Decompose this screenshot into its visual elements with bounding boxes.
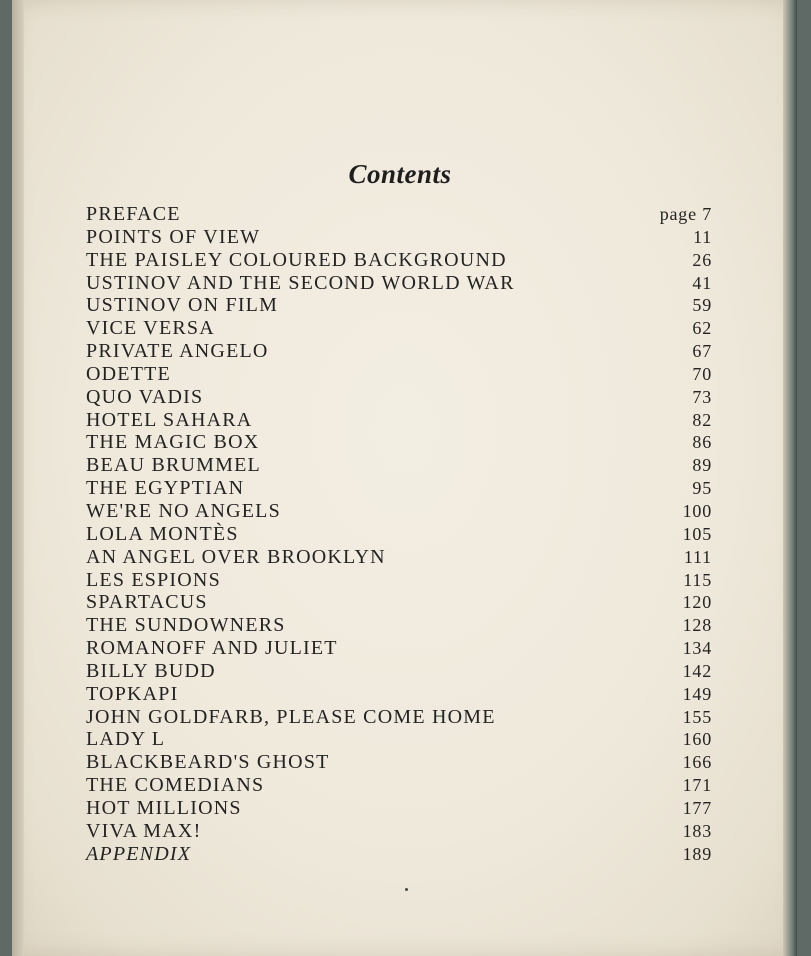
- entry-title: THE COMEDIANS: [86, 774, 265, 797]
- contents-entry: [86, 294, 712, 317]
- contents-entry: [86, 660, 712, 683]
- entry-title: POINTS OF VIEW: [86, 225, 261, 248]
- entry-page-number: 89: [692, 455, 712, 476]
- entry-page-number: 160: [682, 729, 712, 750]
- contents-entry: [86, 728, 712, 751]
- contents-entry: [86, 546, 712, 569]
- entry-page-number: 128: [682, 615, 712, 636]
- entry-page-number: 86: [692, 432, 712, 453]
- entry-title: THE PAISLEY COLOURED BACKGROUND: [86, 248, 507, 271]
- page-gutter-edge: [12, 0, 24, 956]
- entry-page-number: 11: [693, 226, 712, 247]
- entry-page-number: 120: [682, 592, 712, 613]
- contents-entry: [86, 591, 712, 614]
- contents-entry: [86, 409, 712, 432]
- entry-page-number: page 7: [659, 204, 712, 224]
- entry-page-number: 82: [692, 409, 712, 430]
- contents-entry: [86, 843, 712, 866]
- contents-list: [86, 203, 712, 865]
- entry-title: JOHN GOLDFARB, PLEASE COME HOME: [86, 705, 496, 728]
- entry-page-number: 100: [682, 500, 712, 521]
- entry-page-number: 115: [683, 569, 712, 590]
- entry-title: APPENDIX: [86, 842, 192, 865]
- page-title: Contents: [348, 159, 452, 190]
- contents-entry: [86, 751, 712, 774]
- entry-title: THE SUNDOWNERS: [86, 614, 286, 637]
- contents-entry: [86, 614, 712, 637]
- entry-page-number: 177: [682, 797, 712, 818]
- contents-entry: [86, 386, 712, 409]
- entry-title: LES ESPIONS: [86, 568, 221, 591]
- contents-entry: [86, 317, 712, 340]
- contents-entry: [86, 500, 712, 523]
- ink-speck: [405, 888, 408, 891]
- entry-page-number: 134: [682, 638, 712, 659]
- entry-title: VIVA MAX!: [86, 819, 202, 842]
- entry-title: HOT MILLIONS: [86, 796, 242, 819]
- entry-page-number: 183: [682, 820, 712, 841]
- entry-page-number: 59: [692, 295, 712, 316]
- entry-page-number: 189: [682, 843, 712, 864]
- contents-entry: [86, 637, 712, 660]
- entry-title: BLACKBEARD'S GHOST: [86, 751, 330, 774]
- entry-title: LADY L: [86, 728, 166, 751]
- entry-title: BEAU BRUMMEL: [86, 454, 261, 477]
- entry-title: PREFACE: [86, 203, 181, 225]
- entry-page-number: 26: [692, 249, 712, 270]
- entry-title: BILLY BUDD: [86, 659, 216, 682]
- entry-title: WE'RE NO ANGELS: [86, 499, 281, 522]
- contents-entry: [86, 706, 712, 729]
- contents-entry: [86, 203, 712, 226]
- entry-title: HOTEL SAHARA: [86, 408, 253, 431]
- entry-page-number: 67: [692, 341, 712, 362]
- entry-title: LOLA MONTÈS: [86, 522, 239, 545]
- entry-page-number: 155: [682, 706, 712, 727]
- contents-entry: [86, 797, 712, 820]
- contents-entry: [86, 454, 712, 477]
- entry-title: VICE VERSA: [86, 317, 215, 340]
- entry-page-number: 111: [683, 546, 712, 567]
- entry-title: QUO VADIS: [86, 385, 204, 408]
- entry-title: SPARTACUS: [86, 591, 208, 614]
- entry-page-number: 171: [682, 775, 712, 796]
- entry-page-number: 95: [692, 478, 712, 499]
- entry-title: USTINOV ON FILM: [86, 294, 279, 317]
- entry-title: TOPKAPI: [86, 682, 179, 705]
- contents-entry: [86, 774, 712, 797]
- contents-entry: [86, 569, 712, 592]
- entry-title: THE MAGIC BOX: [86, 431, 260, 454]
- contents-entry: [86, 431, 712, 454]
- contents-entry: [86, 249, 712, 272]
- contents-entry: [86, 272, 712, 295]
- contents-entry: [86, 477, 712, 500]
- contents-entry: [86, 820, 712, 843]
- page-outer-edge: [783, 0, 797, 956]
- entry-page-number: 105: [682, 523, 712, 544]
- entry-page-number: 142: [682, 660, 712, 681]
- entry-title: THE EGYPTIAN: [86, 477, 245, 500]
- entry-title: PRIVATE ANGELO: [86, 340, 269, 363]
- contents-entry: [86, 523, 712, 546]
- entry-page-number: 73: [692, 386, 712, 407]
- entry-title: AN ANGEL OVER BROOKLYN: [86, 545, 386, 568]
- entry-title: ROMANOFF AND JULIET: [86, 637, 338, 660]
- entry-title: ODETTE: [86, 362, 171, 385]
- entry-page-number: 166: [682, 752, 712, 773]
- contents-entry: [86, 363, 712, 386]
- contents-entry: [86, 340, 712, 363]
- entry-page-number: 41: [692, 272, 712, 293]
- entry-title: USTINOV AND THE SECOND WORLD WAR: [86, 271, 515, 294]
- entry-page-number: 62: [692, 318, 712, 339]
- entry-page-number: 70: [692, 363, 712, 384]
- entry-page-number: 149: [682, 683, 712, 704]
- contents-entry: [86, 683, 712, 706]
- contents-entry: [86, 226, 712, 249]
